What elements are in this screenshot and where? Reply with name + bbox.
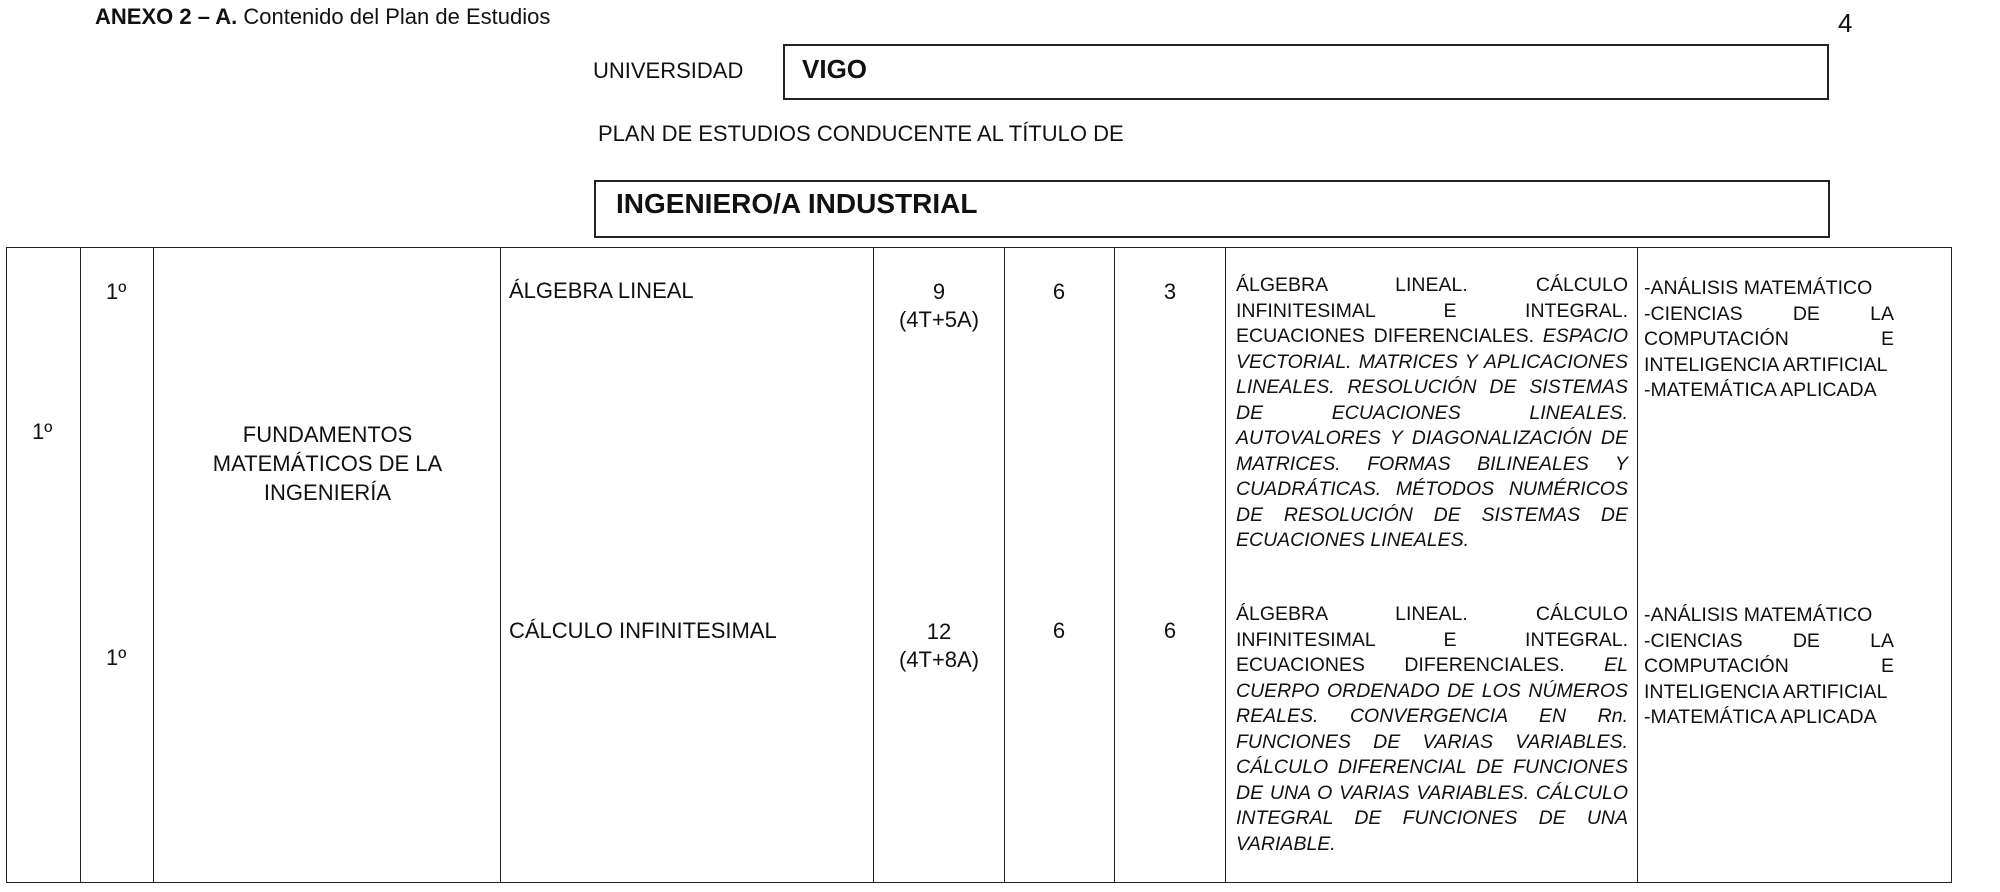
annex-heading <box>95 4 550 30</box>
credits-total: 9 <box>932 279 946 304</box>
credits-breakdown: (4T+8A) <box>898 647 980 672</box>
theory-credits-cell: 6 <box>1052 618 1066 643</box>
subject-group-line: MATEMÁTICOS DE LA <box>212 451 443 476</box>
subject-group-line: FUNDAMENTOS <box>242 422 413 447</box>
description-cell <box>1236 273 1628 554</box>
description-cell <box>1236 602 1628 857</box>
university-label: UNIVERSIDAD <box>593 58 744 83</box>
credits-breakdown: (4T+5A) <box>898 307 980 332</box>
practice-credits-cell: 6 <box>1163 618 1177 643</box>
annex-heading-bold: ANEXO 2 – A. <box>95 4 238 29</box>
credits-cell <box>875 618 1003 674</box>
description-italic: ESPACIO VECTORIAL. MATRICES Y APLICACIONES LINEALES. RESOLUCIÓN DE SISTEMAS DE ECUACIONES LINEALES. AUTOVALORES Y DIAGONALIZACIÓN DE MATRICES. FORMAS BILINEALES Y CUADRÁTICAS. MÉTODOS NUMÉRICOS DE RESOLUCIÓN DE SISTEMAS DE ECUACIONES LINEALES. <box>1236 325 1628 551</box>
page-number: 4 <box>1838 8 1853 38</box>
knowledge-area: -ANÁLISIS MATEMÁTICO <box>1644 277 1873 299</box>
table-divider <box>80 247 81 883</box>
course-cell: 1º <box>106 279 127 304</box>
theory-credits-cell: 6 <box>1052 279 1066 304</box>
degree-title: INGENIERO/A INDUSTRIAL <box>616 188 978 219</box>
table-divider <box>1114 247 1115 883</box>
practice-credits-cell: 3 <box>1163 279 1177 304</box>
table-divider <box>873 247 874 883</box>
subject-group-cell <box>160 420 495 507</box>
annex-heading-rest: Contenido del Plan de Estudios <box>237 4 551 29</box>
knowledge-area: -CIENCIAS DE LA COMPUTACIÓN E INTELIGENCIA ARTIFICIAL <box>1644 629 1894 703</box>
knowledge-area: -CIENCIAS DE LA COMPUTACIÓN E INTELIGENCIA ARTIFICIAL <box>1644 302 1894 376</box>
table-divider <box>500 247 501 883</box>
subject-group-line: INGENIERÍA <box>263 480 392 505</box>
knowledge-area: -MATEMÁTICA APLICADA <box>1644 706 1877 728</box>
table-divider <box>1637 247 1638 883</box>
knowledge-areas-cell <box>1644 603 1894 731</box>
knowledge-area: -MATEMÁTICA APLICADA <box>1644 379 1877 401</box>
knowledge-areas-cell <box>1644 276 1894 404</box>
knowledge-area: -ANÁLISIS MATEMÁTICO <box>1644 604 1873 626</box>
university-box <box>783 44 1829 100</box>
table-divider <box>1004 247 1005 883</box>
course-cell: 1º <box>106 645 127 670</box>
description-plain: ÁLGEBRA LINEAL. CÁLCULO INFINITESIMAL E INTEGRAL. ECUACIONES DIFERENCIALES. <box>1236 603 1628 676</box>
university-value: VIGO <box>802 54 868 84</box>
description-plain: ÁLGEBRA LINEAL. CÁLCULO INFINITESIMAL E INTEGRAL. ECUACIONES DIFERENCIALES. <box>1236 274 1628 347</box>
subject-cell: ÁLGEBRA LINEAL <box>509 278 694 303</box>
cycle-cell: 1º <box>32 419 53 444</box>
description-italic: EL CUERPO ORDENADO DE LOS NÚMEROS REALES. CONVERGENCIA EN Rn. FUNCIONES DE VARIAS VARIABLES. CÁLCULO DIFERENCIAL DE FUNCIONES DE UNA O VARIAS VARIABLES. CÁLCULO INTEGRAL DE FUNCIONES DE UNA VARIABLE. <box>1236 654 1629 855</box>
credits-total: 12 <box>926 619 952 644</box>
table-divider <box>1225 247 1226 883</box>
table-divider <box>153 247 154 883</box>
credits-cell <box>875 278 1003 334</box>
plan-label: PLAN DE ESTUDIOS CONDUCENTE AL TÍTULO DE <box>598 121 1124 146</box>
subject-cell: CÁLCULO INFINITESIMAL <box>509 618 777 643</box>
